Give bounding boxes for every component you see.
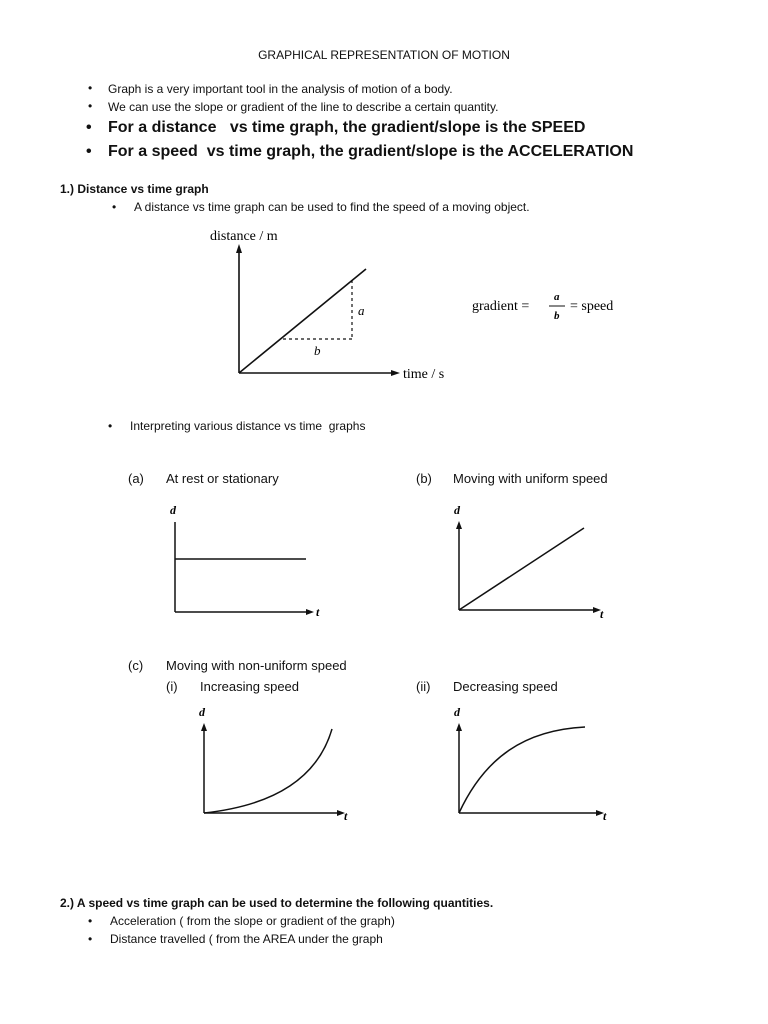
rise-label: a <box>358 303 365 318</box>
formula-prefix: gradient = <box>472 299 530 314</box>
graph-a-caption: At rest or stationary <box>166 471 279 486</box>
graph-ci-increasing-speed <box>190 702 365 827</box>
formula-numerator: a <box>554 291 560 303</box>
graph-b-caption: Moving with uniform speed <box>453 471 608 486</box>
intro-bullet-text: We can use the slope or gradient of the line to describe a certain quantity. <box>108 100 499 114</box>
graph-cii-decreasing-speed <box>445 702 620 827</box>
uniform-speed-line <box>459 528 584 610</box>
decreasing-speed-curve <box>459 727 585 813</box>
bullet-icon: • <box>88 99 93 113</box>
x-axis-label: time / s <box>403 367 445 382</box>
formula-denominator: b <box>554 310 560 322</box>
bullet-text: Interpreting various distance vs time graphs <box>130 419 366 433</box>
x-axis-label: t <box>316 605 320 619</box>
y-axis-label: d <box>454 705 460 719</box>
y-axis-label: distance / m <box>210 229 278 244</box>
intro-bullet-text: Graph is a very important tool in the analysis of motion of a body. <box>108 82 453 96</box>
page-title: GRAPHICAL REPRESENTATION OF MOTION <box>258 48 510 62</box>
graph-a-stationary <box>160 500 335 620</box>
x-axis-label: t <box>344 809 348 823</box>
key-point <box>86 143 633 161</box>
key-point-text: For a distance vs time graph, the gradient/slope is the SPEED <box>108 119 586 136</box>
y-axis-arrow-icon <box>456 723 462 731</box>
list-item <box>88 914 395 928</box>
run-label: b <box>314 343 321 358</box>
key-point <box>86 119 585 137</box>
list-item <box>108 419 365 433</box>
x-axis-label: t <box>603 809 607 823</box>
bullet-text: Distance travelled ( from the AREA under the graph <box>110 932 383 946</box>
bullet-icon: • <box>88 932 93 946</box>
distance-time-graph <box>200 222 490 392</box>
section-heading: 2.) A speed vs time graph can be used to determine the following quantities. <box>60 896 494 910</box>
bullet-text: Acceleration ( from the slope or gradient of the graph) <box>110 914 395 928</box>
y-axis-arrow-icon <box>201 723 207 731</box>
bullet-icon: • <box>88 81 93 95</box>
graph-b-uniform-speed <box>445 500 620 620</box>
graph-c-tag: (c) <box>128 658 144 673</box>
graph-cii-caption: Decreasing speed <box>453 679 558 694</box>
gradient-formula <box>468 286 638 326</box>
bullet-icon: • <box>86 143 92 160</box>
x-axis-label: t <box>600 607 604 620</box>
y-axis-label: d <box>454 503 460 517</box>
key-point-text: For a speed vs time graph, the gradient/slope is the ACCELERATION <box>108 143 634 160</box>
bullet-icon: • <box>112 200 117 214</box>
list-item <box>88 932 383 946</box>
graph-c-caption: Moving with non-uniform speed <box>166 658 347 673</box>
distance-line <box>239 269 366 373</box>
graph-ci-tag: (i) <box>166 679 178 694</box>
list-item <box>112 200 530 214</box>
y-axis-arrow-icon <box>236 244 242 253</box>
formula-suffix: = speed <box>570 299 614 314</box>
y-axis-label: d <box>199 705 205 719</box>
y-axis-arrow-icon <box>456 521 462 529</box>
graph-cii-tag: (ii) <box>416 679 431 694</box>
x-axis-arrow-icon <box>306 609 314 615</box>
y-axis-label: d <box>170 503 176 517</box>
section-heading: 1.) Distance vs time graph <box>60 182 209 196</box>
graph-ci-caption: Increasing speed <box>200 679 300 694</box>
bullet-icon: • <box>86 119 92 136</box>
bullet-icon: • <box>88 914 93 928</box>
graph-a-tag: (a) <box>128 471 144 486</box>
bullet-text: A distance vs time graph can be used to find the speed of a moving object. <box>134 200 530 214</box>
x-axis-arrow-icon <box>391 370 400 376</box>
bullet-icon: • <box>108 419 113 433</box>
graph-b-tag: (b) <box>416 471 432 486</box>
increasing-speed-curve <box>204 729 332 813</box>
